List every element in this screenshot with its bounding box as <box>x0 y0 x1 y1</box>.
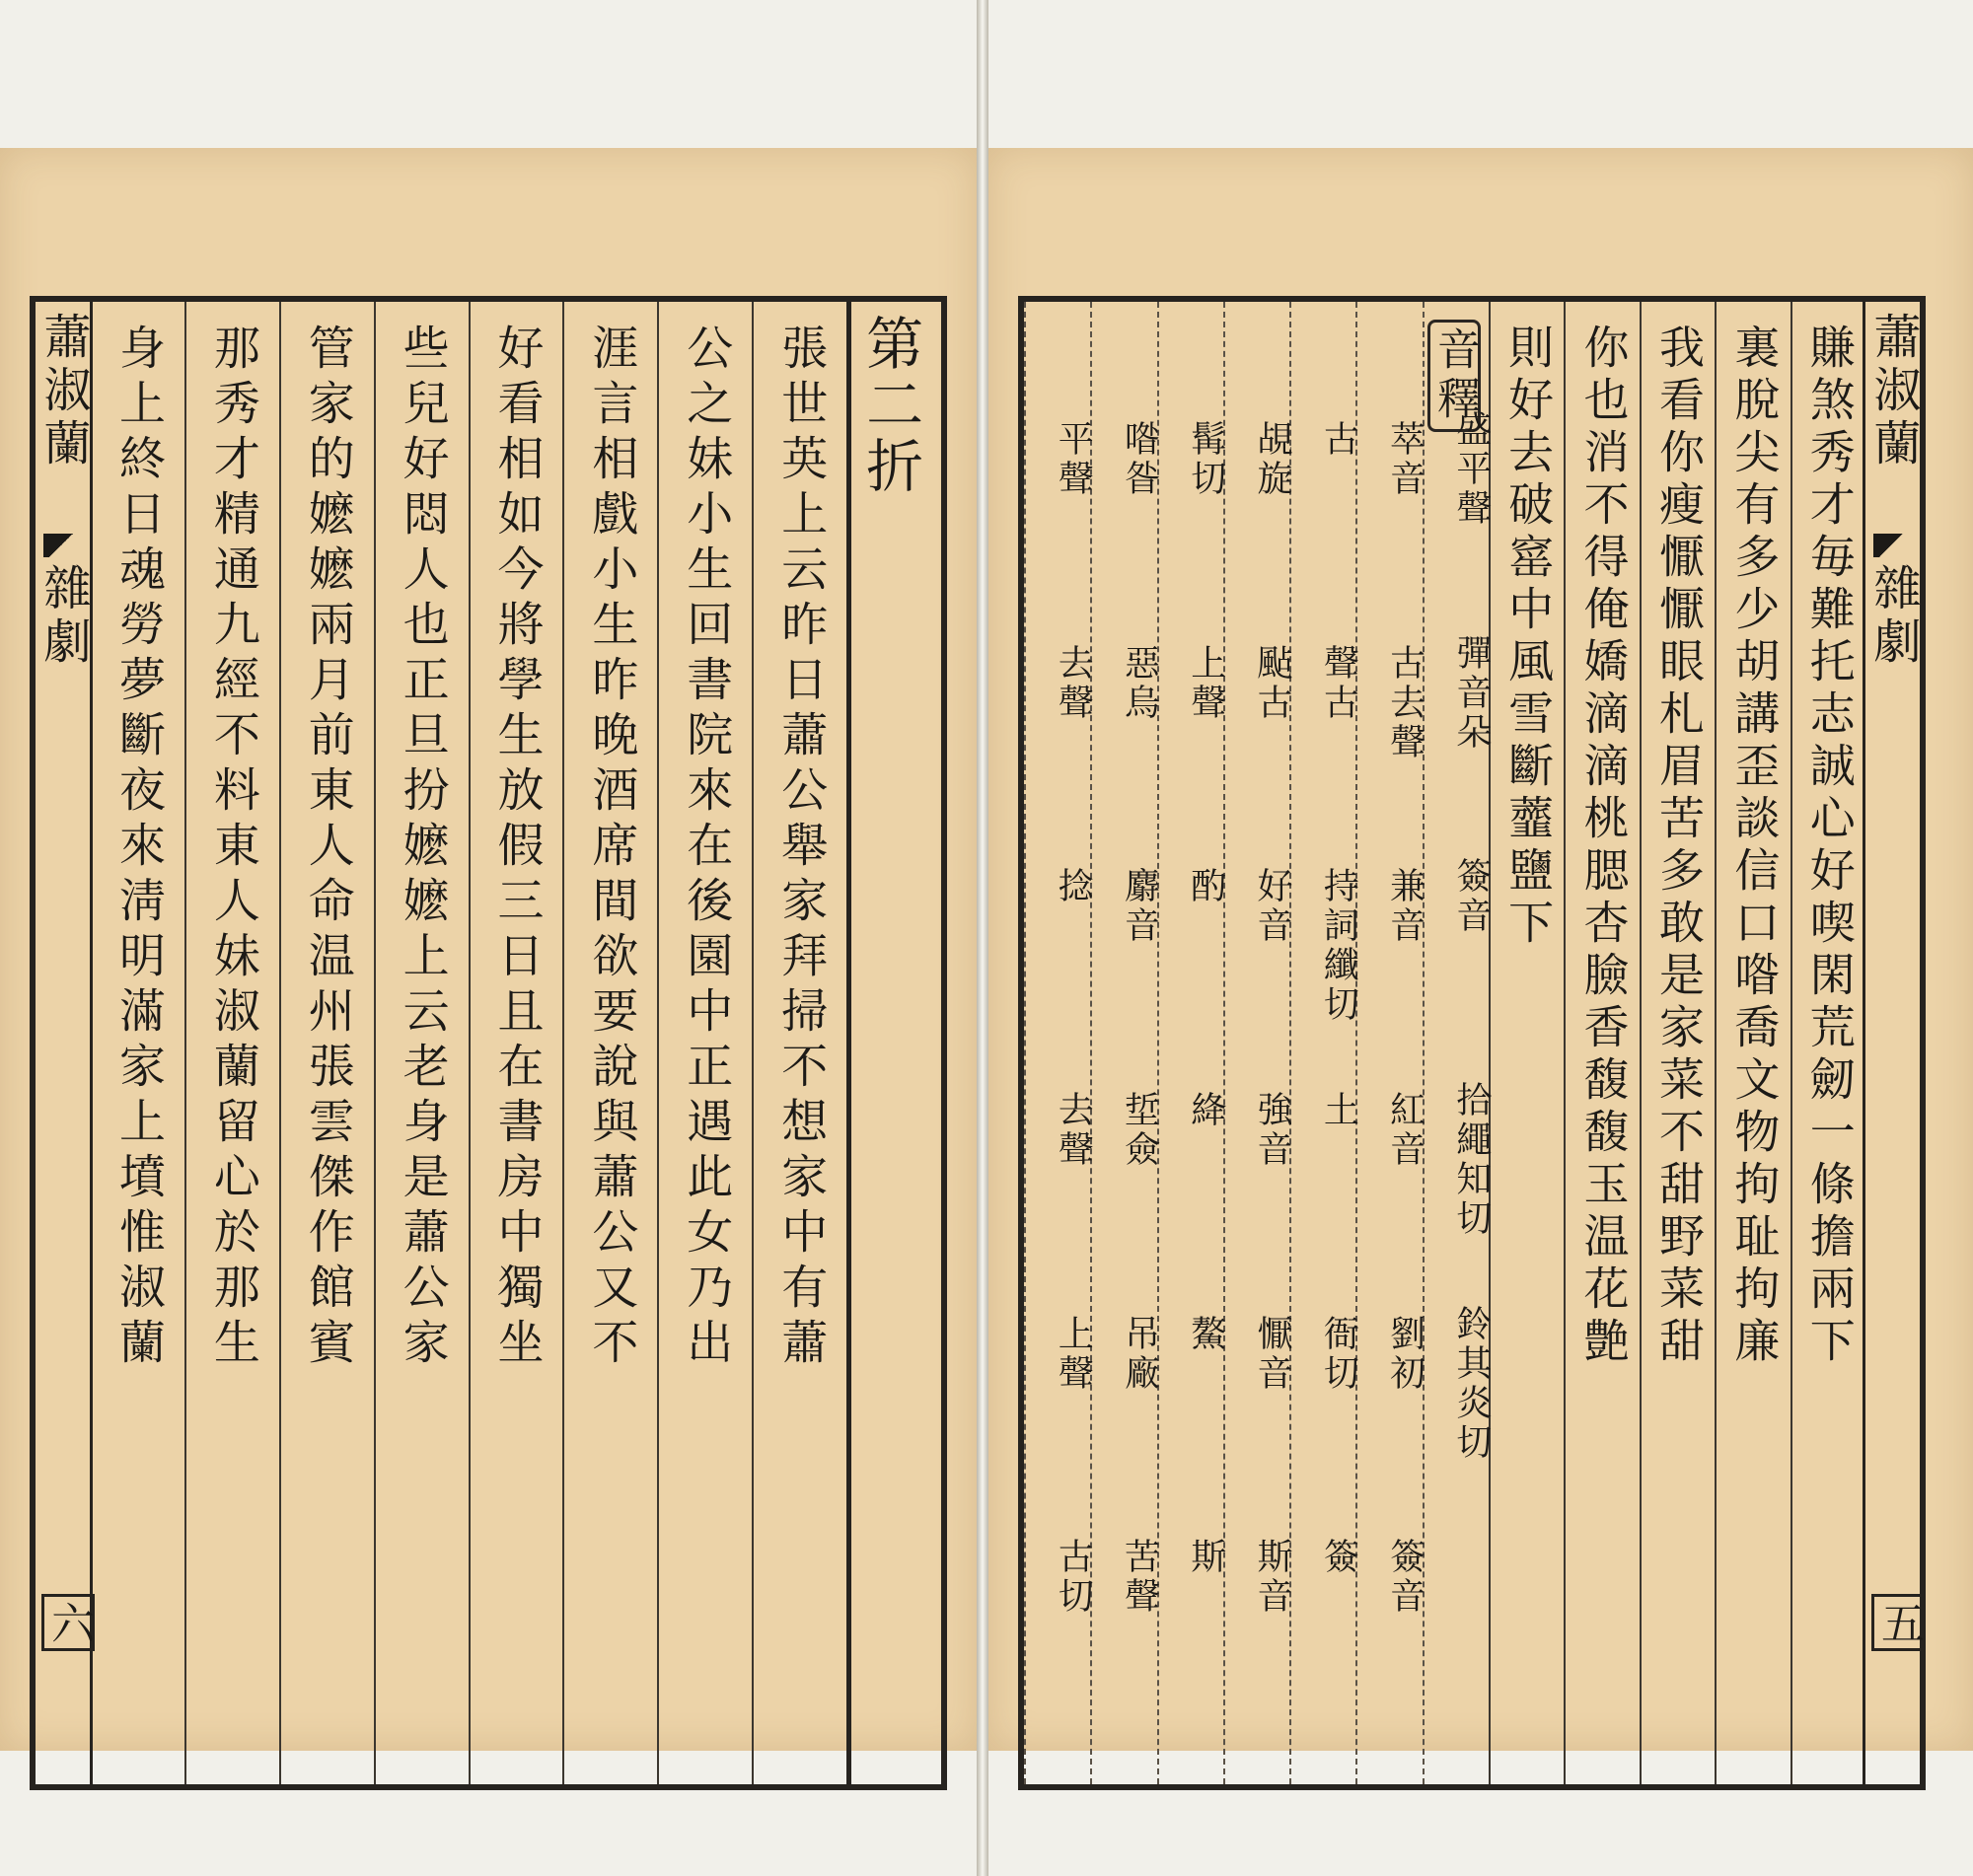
gloss-entry: 衙切 <box>1318 1314 1359 1394</box>
text-column: 我看你瘦懨懨眼札眉苦多敢是家菜不甜野菜甜 <box>1651 324 1706 1369</box>
column-rule <box>374 302 376 1784</box>
text-column: 那秀才精通九經不料東人妹淑蘭留心於那生 <box>205 324 260 1373</box>
gloss-entry: 吊廠 <box>1119 1314 1160 1394</box>
book-gutter <box>977 0 988 1876</box>
gloss-entry: 簽 <box>1318 1538 1359 1578</box>
gloss-entry: 酌 <box>1185 867 1226 907</box>
text-column: 公之妹小生回書院來在後園中正遇此女乃出 <box>679 324 734 1373</box>
text-column: 張世英上云昨日蕭公舉家拜掃不想家中有蕭 <box>773 324 829 1373</box>
gloss-entry: 強音 <box>1252 1091 1293 1170</box>
text-column: 些兒好悶人也正旦扮嬷嬷上云老身是蕭公家 <box>395 324 450 1373</box>
text-column: 管家的嬷嬷兩月前東人命温州張雲傑作館賓 <box>300 324 355 1373</box>
gloss-entry: 好音 <box>1252 867 1293 947</box>
left-leaf-number: 六 <box>41 1594 95 1651</box>
right-margin-title: 蕭淑蘭 <box>1865 312 1921 471</box>
column-rule <box>1715 302 1717 1784</box>
gloss-heading: 音釋 <box>1427 320 1481 432</box>
gloss-entry: 平聲 <box>1053 420 1094 499</box>
gloss-entry: 鈴其炎切 <box>1450 1304 1492 1463</box>
column-rule <box>279 302 281 1784</box>
gloss-column <box>1355 302 1425 1784</box>
gloss-column <box>1289 302 1359 1784</box>
gloss-rule <box>1024 302 1026 1784</box>
gloss-entry: 彈音朵 <box>1450 633 1492 753</box>
right-margin-section: 雜劇 <box>1865 563 1921 670</box>
gloss-entry: 去聲 <box>1053 643 1094 723</box>
gloss-entry: 懨音 <box>1252 1314 1293 1394</box>
right-leaf-number: 五 <box>1871 1594 1925 1651</box>
text-column: 好看相如今將學生放假三日且在書房中獨坐 <box>489 324 545 1373</box>
column-rule <box>184 302 186 1784</box>
text-column: 裏脫尖有多少胡講歪談信口喒喬文物拘耻拘廉 <box>1727 324 1782 1369</box>
gloss-entry: 麝音 <box>1119 867 1160 947</box>
left-columns <box>36 302 941 1784</box>
gloss-column <box>1223 302 1293 1784</box>
gloss-entry: 古去聲 <box>1384 643 1425 762</box>
column-rule <box>1790 302 1792 1784</box>
gloss-entry: 兼音 <box>1384 867 1425 947</box>
gloss-entry: 聲古 <box>1318 643 1359 723</box>
gloss-entry: 劉初 <box>1384 1314 1425 1394</box>
gloss-entry: 上聲 <box>1053 1314 1094 1394</box>
left-margin-title: 蕭淑蘭 <box>36 312 91 471</box>
left-margin-section: 雜劇 <box>36 563 91 670</box>
gloss-entry: 紅音 <box>1384 1091 1425 1170</box>
gloss-entry: 簽音 <box>1384 1538 1425 1618</box>
column-rule <box>469 302 471 1784</box>
gloss-entry: 盛平聲 <box>1450 410 1492 529</box>
right-columns <box>1024 302 1924 1784</box>
gloss-entry: 髯切 <box>1185 420 1226 499</box>
act-heading: 第二折 <box>856 314 924 497</box>
gloss-entry: 苦聲 <box>1119 1538 1160 1618</box>
gloss-entry: 上聲 <box>1185 643 1226 723</box>
gloss-entry: 持詞纖切 <box>1318 867 1359 1026</box>
text-column: 涯言相戲小生昨晚酒席間欲要說與蕭公又不 <box>584 324 639 1373</box>
text-column: 你也消不得俺嬌滴滴桃腮杏臉香馥馥玉温花艶 <box>1576 324 1631 1369</box>
gloss-entry: 斯音 <box>1252 1538 1293 1618</box>
right-margin-strip <box>1863 302 1924 1784</box>
left-margin-strip <box>36 302 93 1784</box>
gloss-entry: 捻 <box>1053 867 1094 907</box>
column-rule <box>1640 302 1642 1784</box>
column-rule <box>657 302 659 1784</box>
gloss-entry: 惡烏 <box>1119 643 1160 723</box>
gloss-entry: 萃音 <box>1384 420 1425 499</box>
gloss-entry: 颭古 <box>1252 643 1293 723</box>
text-column: 賺煞秀才毎難托志誠心好喫閑荒劒一條擔兩下 <box>1802 324 1857 1369</box>
gloss-column <box>1423 302 1492 1784</box>
gloss-entry: 斯 <box>1185 1538 1226 1578</box>
column-rule <box>562 302 564 1784</box>
heading-rule <box>846 302 851 1784</box>
text-column: 身上終日魂勞夢斷夜來淸明滿家上墳惟淑蘭 <box>110 324 166 1373</box>
text-column: 則好去破窰中風雪斷虀鹽下 <box>1501 324 1556 951</box>
gloss-entry: 簽音 <box>1450 857 1492 937</box>
gloss-column <box>1024 302 1094 1784</box>
gloss-entry: 古切 <box>1053 1538 1094 1618</box>
column-rule <box>1564 302 1566 1784</box>
gloss-entry: 鰲 <box>1185 1314 1226 1354</box>
gloss-entry: 覘旋 <box>1252 420 1293 499</box>
gloss-entry: 古 <box>1318 420 1359 460</box>
gloss-entry: 土 <box>1318 1091 1359 1130</box>
gloss-entry: 去聲 <box>1053 1091 1094 1170</box>
gloss-entry: 絳 <box>1185 1091 1226 1130</box>
gloss-entry: 拾繩知切 <box>1450 1081 1492 1239</box>
column-rule <box>752 302 754 1784</box>
gloss-column <box>1157 302 1226 1784</box>
gloss-entry: 埑僉 <box>1119 1091 1160 1170</box>
gloss-column <box>1090 302 1160 1784</box>
gloss-entry: 喒昝 <box>1119 420 1160 499</box>
